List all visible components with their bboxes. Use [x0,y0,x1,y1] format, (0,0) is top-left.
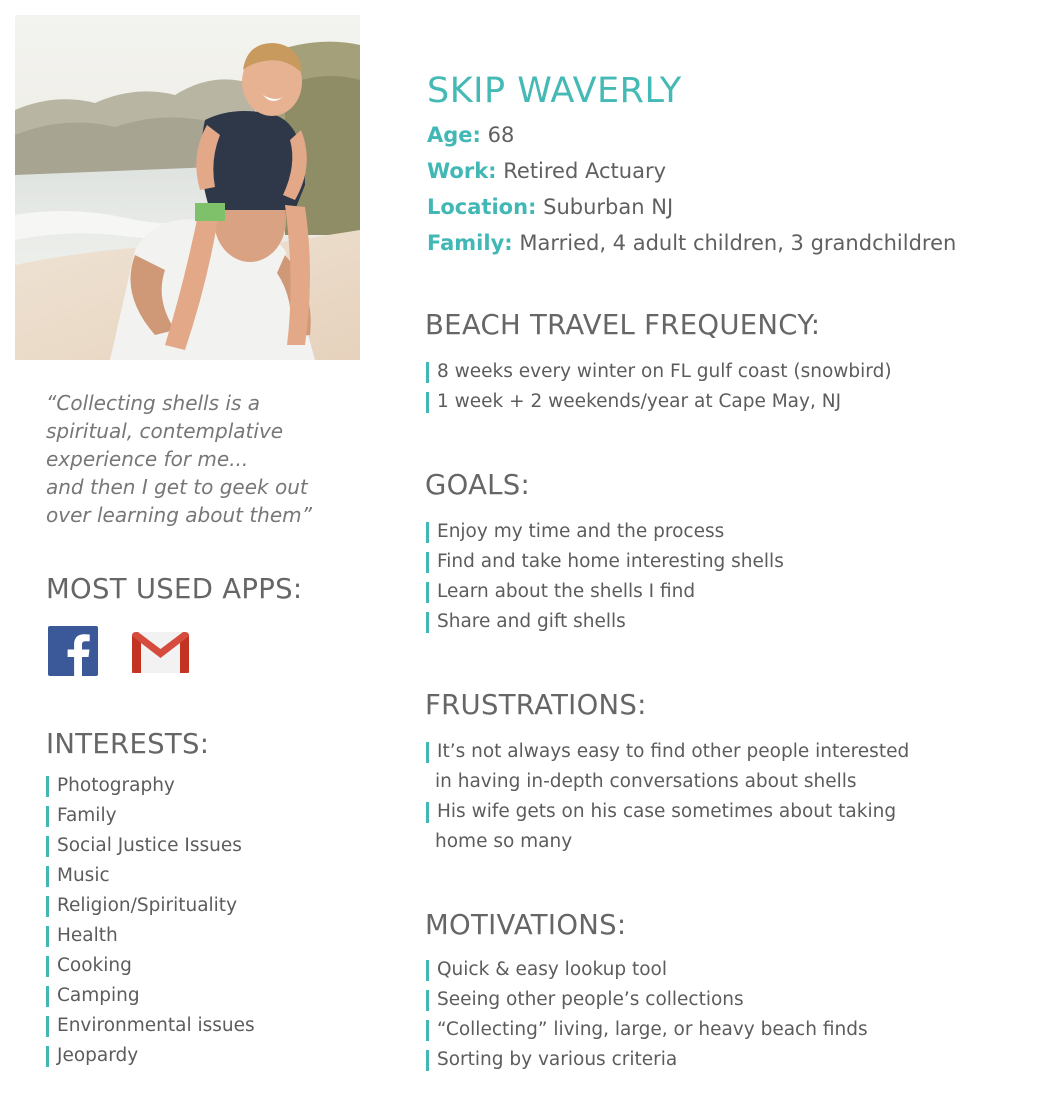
fact-value: Married, 4 adult children, 3 grandchildren [519,231,957,255]
interests-title: INTERESTS: [46,728,210,760]
fact-value: Retired Actuary [503,159,666,183]
interest-item: Family [46,801,255,831]
interest-item: Social Justice Issues [46,831,255,861]
interest-item: Cooking [46,951,255,981]
motivation-item: Quick & easy lookup tool [426,955,868,985]
fact-label: Work: [427,159,497,183]
interest-item: Camping [46,981,255,1011]
goal-item: Learn about the shells I find [426,577,784,607]
fact-family [427,225,956,261]
interests-list [46,771,255,1071]
goals-title: GOALS: [425,469,531,501]
interest-item: Photography [46,771,255,801]
goal-item: Enjoy my time and the process [426,517,784,547]
interest-item: Jeopardy [46,1041,255,1071]
frustration-item [426,797,967,857]
motivation-item: “Collecting” living, large, or heavy beach finds [426,1015,868,1045]
interest-item: Music [46,861,255,891]
frustration-line: It’s not always easy to find other people interested [437,741,910,762]
frustration-item [426,737,967,797]
frustrations-title: FRUSTRATIONS: [425,689,647,721]
interest-item: Health [46,921,255,951]
fact-work [427,153,956,189]
facebook-icon [48,626,98,676]
gmail-icon [130,630,191,675]
fact-label: Location: [427,195,537,219]
interest-item: Religion/Spirituality [46,891,255,921]
fact-label: Family: [427,231,513,255]
persona-facts [427,117,956,261]
fact-label: Age: [427,123,481,147]
persona-name: SKIP WAVERLY [427,71,682,111]
frustration-line: in having in-depth conversations about shells [435,771,857,792]
most-used-apps-title: MOST USED APPS: [46,573,303,605]
fact-value: 68 [487,123,515,147]
fact-location [427,189,956,225]
motivations-list [426,955,868,1075]
motivations-title: MOTIVATIONS: [425,909,627,941]
goals-list [426,517,784,637]
frustrations-list [426,737,967,857]
frustration-line: home so many [435,831,573,852]
fact-age [427,117,956,153]
interest-item: Environmental issues [46,1011,255,1041]
motivation-item: Sorting by various criteria [426,1045,868,1075]
motivation-item: Seeing other people’s collections [426,985,868,1015]
beach-travel-item: 1 week + 2 weekends/year at Cape May, NJ [426,387,892,417]
beach-travel-item: 8 weeks every winter on FL gulf coast (snowbird) [426,357,892,387]
frustration-line: His wife gets on his case sometimes about taking [437,801,897,822]
goal-item: Share and gift shells [426,607,784,637]
beach-travel-list [426,357,892,417]
persona-photo [15,15,360,360]
persona-photo-illustration [15,15,360,360]
goal-item: Find and take home interesting shells [426,547,784,577]
fact-value: Suburban NJ [543,195,674,219]
beach-travel-title: BEACH TRAVEL FREQUENCY: [425,309,821,341]
persona-quote: “Collecting shells is a spiritual, contemplative experience for me... and then I get to geek out over learning about them” [46,391,312,527]
